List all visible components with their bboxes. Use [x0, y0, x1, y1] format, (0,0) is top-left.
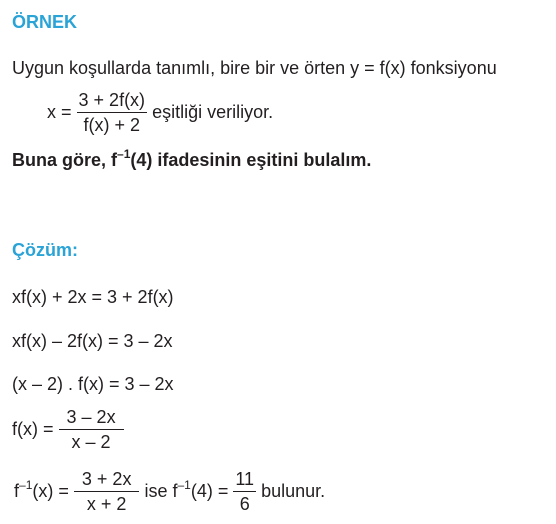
final-mid [144, 478, 229, 502]
step4-lhs: f(x) = [12, 419, 54, 439]
final-inverse-sup-2: –1 [177, 478, 191, 492]
final-mid-text: ise f [144, 481, 178, 501]
question-suffix: (4) ifadesinin eşitini bulalım. [130, 150, 372, 170]
final-denominator: x + 2 [86, 494, 127, 514]
solution-step-4 [12, 408, 124, 451]
fraction-denominator: f(x) + 2 [83, 115, 141, 135]
given-equation [47, 91, 273, 134]
solution-step-3: (x – 2) . f(x) = 3 – 2x [12, 374, 174, 394]
solution-step-2: xf(x) – 2f(x) = 3 – 2x [12, 331, 173, 351]
question-line [12, 147, 372, 171]
solution-heading: Çözüm: [12, 240, 78, 260]
step4-fraction [59, 408, 124, 451]
final-mid2-text: (4) = [190, 481, 229, 501]
question-prefix: Buna göre, f [12, 150, 118, 170]
solution-step-1: xf(x) + 2x = 3 + 2f(x) [12, 287, 174, 307]
final-value-fraction [233, 470, 256, 513]
given-fraction [77, 91, 148, 134]
final-numerator: 3 + 2x [74, 470, 140, 492]
final-inverse-sup: –1 [19, 478, 33, 492]
final-value-numerator: 11 [233, 470, 256, 492]
final-tail: bulunur. [261, 481, 326, 501]
step4-denominator: x – 2 [71, 432, 111, 452]
equation-lhs: x = [47, 102, 72, 122]
final-value-denominator: 6 [239, 494, 250, 514]
final-fraction [74, 470, 140, 513]
final-f [14, 478, 69, 502]
equation-tail: eşitliği veriliyor. [152, 102, 274, 122]
example-heading: ÖRNEK [12, 12, 78, 32]
solution-final [14, 470, 325, 513]
final-lhs: (x) = [32, 481, 69, 501]
fraction-numerator: 3 + 2f(x) [77, 91, 148, 113]
inverse-superscript: –1 [117, 147, 131, 161]
final-f-letter: f [14, 481, 20, 501]
problem-line: Uygun koşullarda tanımlı, bire bir ve örten y = f(x) fonksiyonu [12, 58, 497, 78]
step4-numerator: 3 – 2x [59, 408, 124, 430]
